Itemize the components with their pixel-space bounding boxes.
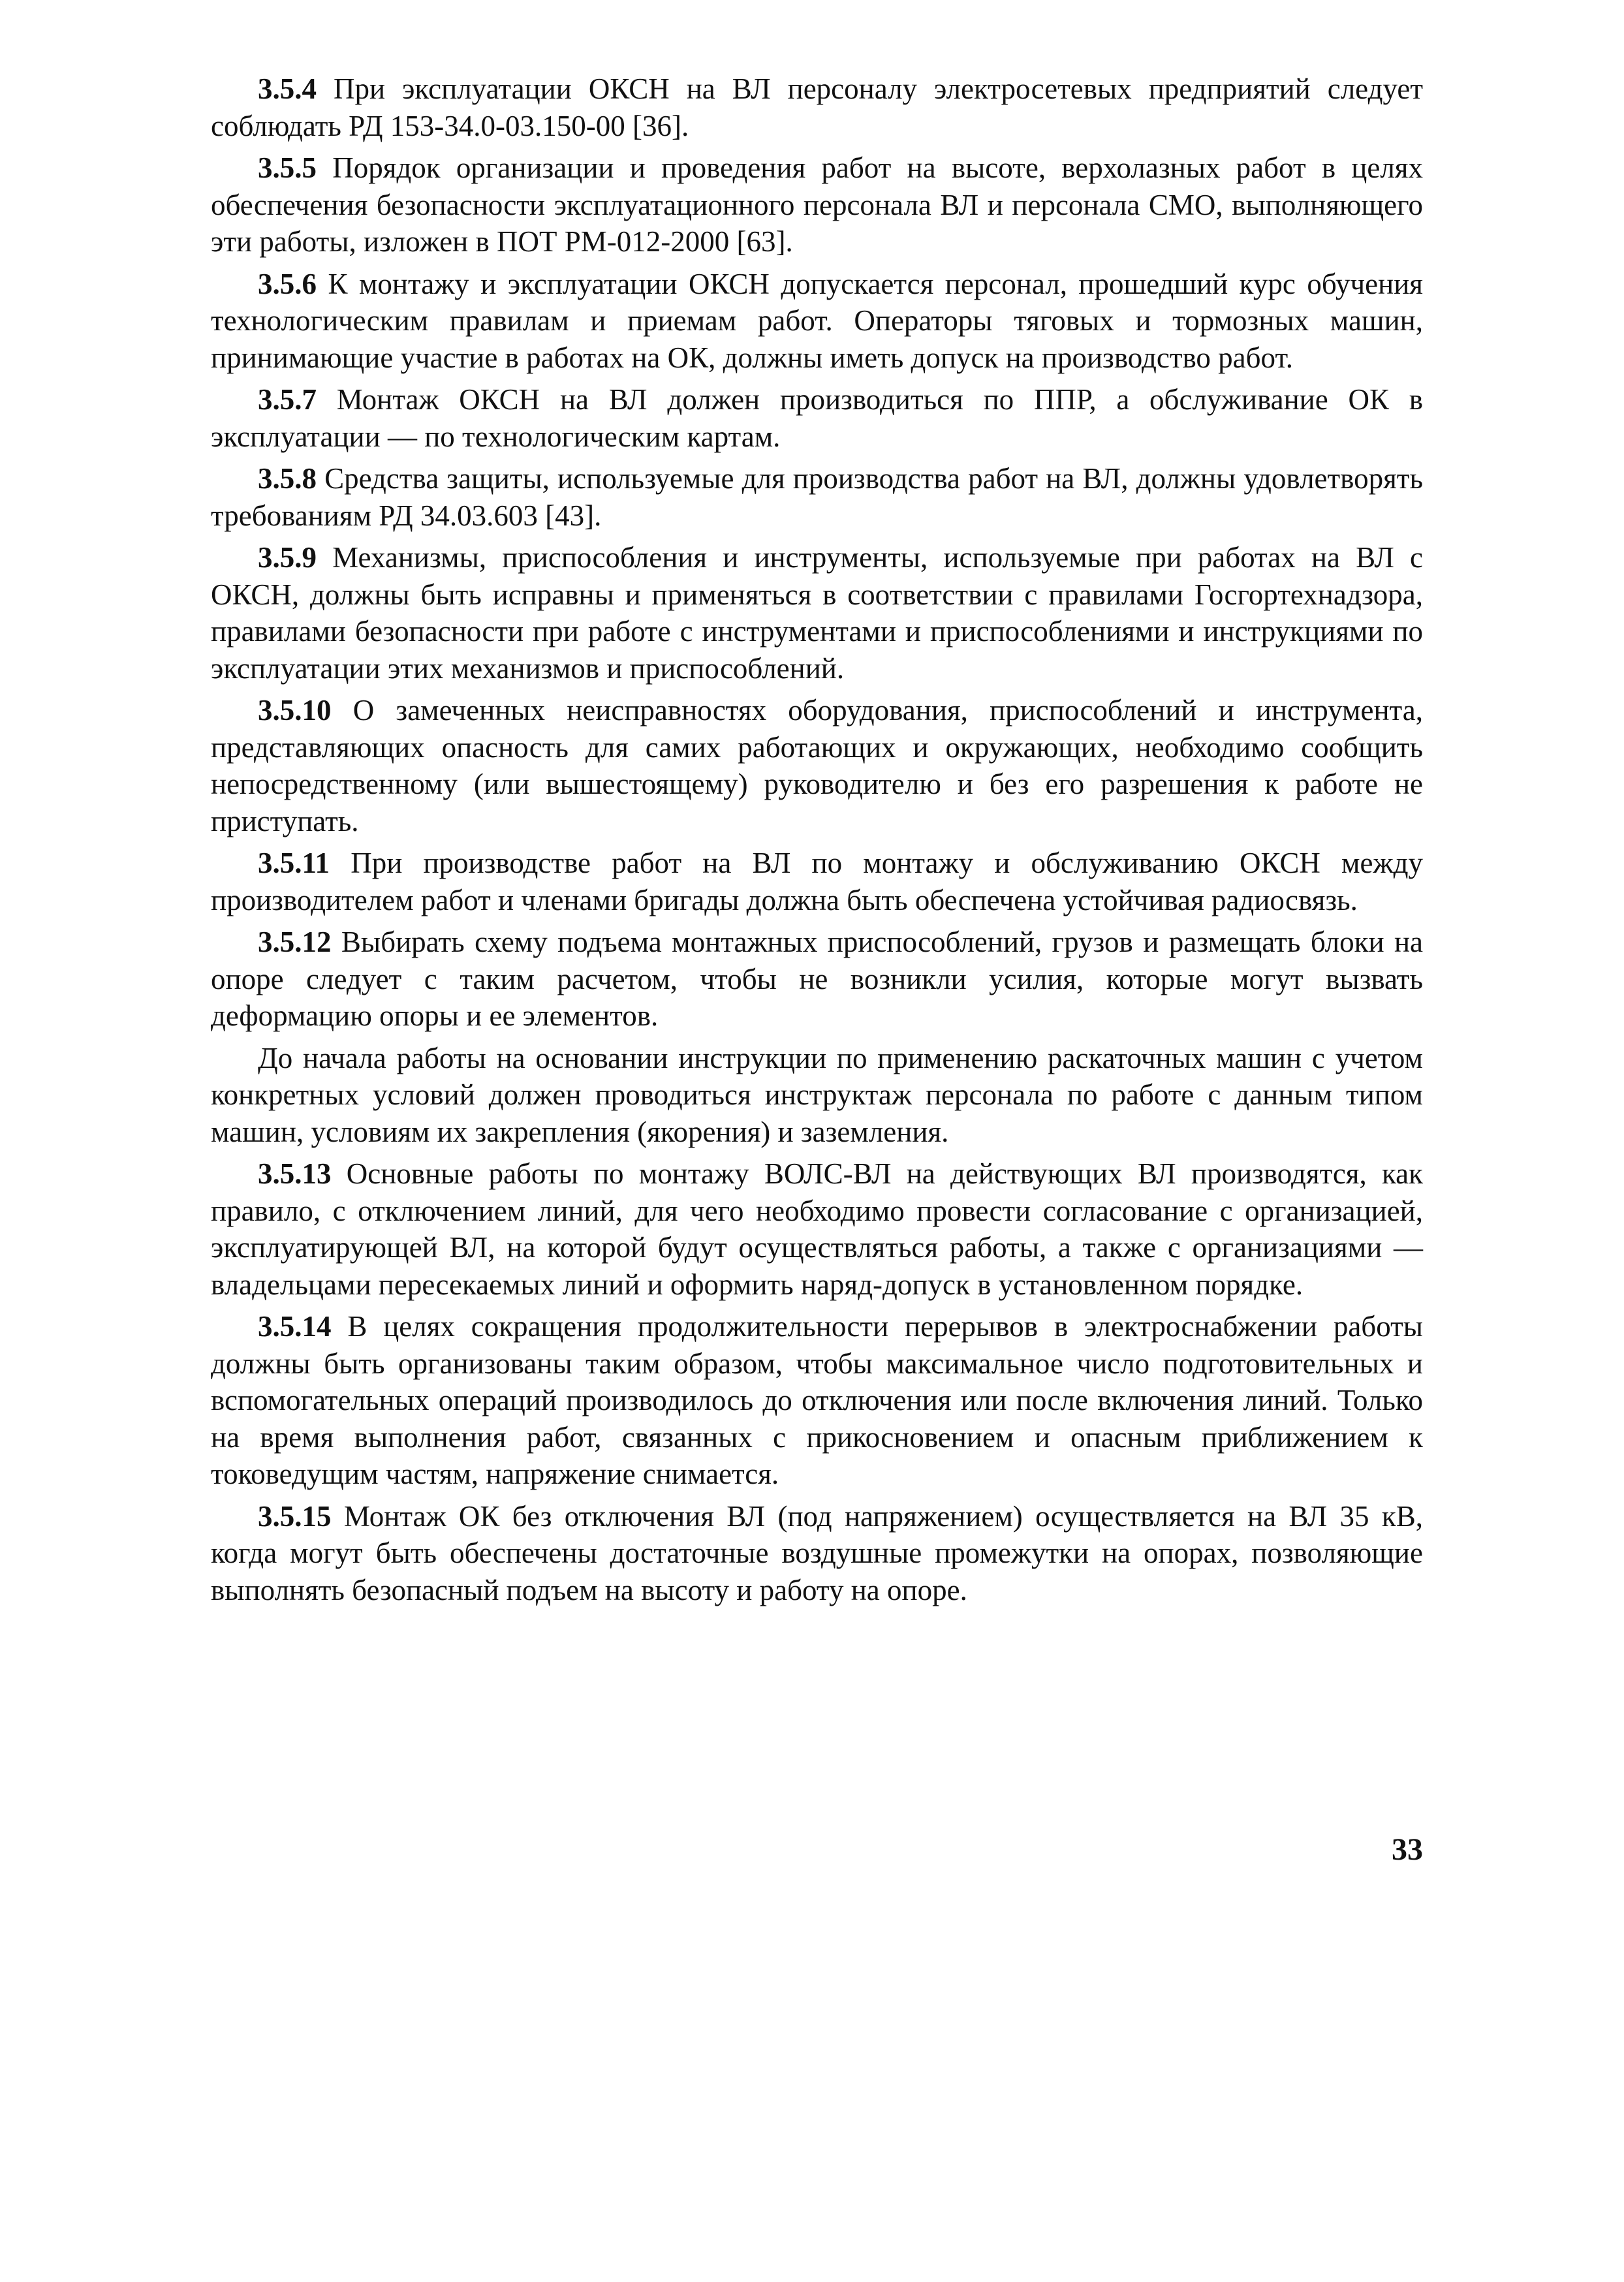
paragraph-3-5-9 bbox=[211, 539, 1423, 687]
paragraph-text: Механизмы, приспособления и инструменты, используемые при работах на ВЛ с ОКСН, должны быть исправны и применяться в соответствии с правилами Госгортехнадзора, правилами безопасности при работе с инструментами и приспособлениями и инструкциями по эксплуатации этих механизмов и приспособлений. bbox=[211, 541, 1423, 685]
paragraph-text: Порядок организации и проведения работ на высоте, верхолазных работ в целях обеспечения безопасности эксплуатационного персонала ВЛ и персонала СМО, выполняющего эти работы, изложен в ПОТ РМ-012-2000 [63]. bbox=[211, 151, 1423, 258]
paragraph-number: 3.5.7 bbox=[258, 383, 317, 416]
paragraph-text: Монтаж ОКСН на ВЛ должен производиться по ППР, а обслуживание ОК в эксплуатации — по технологическим картам. bbox=[211, 383, 1423, 453]
paragraph-3-5-14 bbox=[211, 1308, 1423, 1493]
paragraph-number: 3.5.12 bbox=[258, 926, 332, 958]
paragraph-number: 3.5.5 bbox=[258, 151, 317, 184]
paragraph-3-5-7 bbox=[211, 381, 1423, 455]
paragraph-number: 3.5.13 bbox=[258, 1157, 332, 1190]
paragraph-number: 3.5.8 bbox=[258, 462, 317, 495]
paragraph-number: 3.5.6 bbox=[258, 267, 317, 300]
paragraph-text: Основные работы по монтажу ВОЛС-ВЛ на действующих ВЛ производятся, как правило, с отключением линий, для чего необходимо провести согласование с организацией, эксплуатирующей ВЛ, на которой будут осуществляться работы, а также с организациями — владельцами пересекаемых линий и оформить наряд-допуск в установленном порядке. bbox=[211, 1157, 1423, 1301]
paragraph-text: В целях сокращения продолжительности перерывов в электроснабжении работы должны быть организованы таким образом, чтобы максимальное число подготовительных и вспомогательных операций производилось до отключения или после включения линий. Только на время выполнения работ, связанных с прикосновением и опасным приближением к токоведущим частям, напряжение снимается. bbox=[211, 1310, 1423, 1490]
paragraph-3-5-12-continued bbox=[211, 1040, 1423, 1151]
page-number: 33 bbox=[1392, 1832, 1423, 1867]
paragraph-text: О замеченных неисправностях оборудования, приспособлений и инструмента, представляющих опасность для самих работающих и окружающих, необходимо сообщить непосредственному (или вышестоящему) руководителю и без его разрешения к работе не приступать. bbox=[211, 694, 1423, 837]
paragraph-number: 3.5.4 bbox=[258, 72, 317, 105]
paragraph-3-5-8 bbox=[211, 460, 1423, 534]
paragraph-text: Средства защиты, используемые для производства работ на ВЛ, должны удовлетворять требованиям РД 34.03.603 [43]. bbox=[211, 462, 1423, 532]
paragraph-text: При эксплуатации ОКСН на ВЛ персоналу электросетевых предприятий следует соблюдать РД 153-34.0-03.150-00 [36]. bbox=[211, 72, 1424, 142]
page-body bbox=[211, 70, 1423, 1614]
paragraph-3-5-13 bbox=[211, 1155, 1423, 1303]
paragraph-3-5-15 bbox=[211, 1498, 1423, 1609]
paragraph-number: 3.5.10 bbox=[258, 694, 332, 727]
paragraph-number: 3.5.14 bbox=[258, 1310, 332, 1343]
paragraph-number: 3.5.9 bbox=[258, 541, 317, 574]
paragraph-text: Монтаж ОК без отключения ВЛ (под напряжением) осуществляется на ВЛ 35 кВ, когда могут быть обеспечены достаточные воздушные промежутки на опорах, позволяющие выполнять безопасный подъем на высоту и работу на опоре. bbox=[211, 1499, 1424, 1606]
paragraph-number: 3.5.11 bbox=[258, 847, 330, 879]
paragraph-3-5-6 bbox=[211, 266, 1423, 377]
paragraph-text: К монтажу и эксплуатации ОКСН допускается персонал, прошедший курс обучения технологическим правилам и приемам работ. Операторы тяговых и тормозных машин, принимающие участие в работах на ОК, должны иметь допуск на производство работ. bbox=[211, 267, 1423, 374]
paragraph-number: 3.5.15 bbox=[258, 1499, 332, 1533]
paragraph-text: Выбирать схему подъема монтажных приспособлений, грузов и размещать блоки на опоре следует с таким расчетом, чтобы не возникли усилия, которые могут вызвать деформацию опоры и ее элементов. bbox=[211, 926, 1424, 1032]
paragraph-3-5-4 bbox=[211, 70, 1423, 144]
paragraph-3-5-12 bbox=[211, 924, 1423, 1035]
paragraph-text: При производстве работ на ВЛ по монтажу и обслуживанию ОКСН между производителем работ и членами бригады должна быть обеспечена устойчивая радиосвязь. bbox=[211, 847, 1423, 916]
paragraph-3-5-11 bbox=[211, 845, 1423, 918]
paragraph-3-5-10 bbox=[211, 692, 1423, 839]
paragraph-text: До начала работы на основании инструкции по применению раскаточных машин с учетом конкретных условий должен проводиться инструктаж персонала по работе с данным типом машин, условиям их закрепления (якорения) и заземления. bbox=[211, 1041, 1423, 1148]
paragraph-3-5-5 bbox=[211, 149, 1423, 260]
